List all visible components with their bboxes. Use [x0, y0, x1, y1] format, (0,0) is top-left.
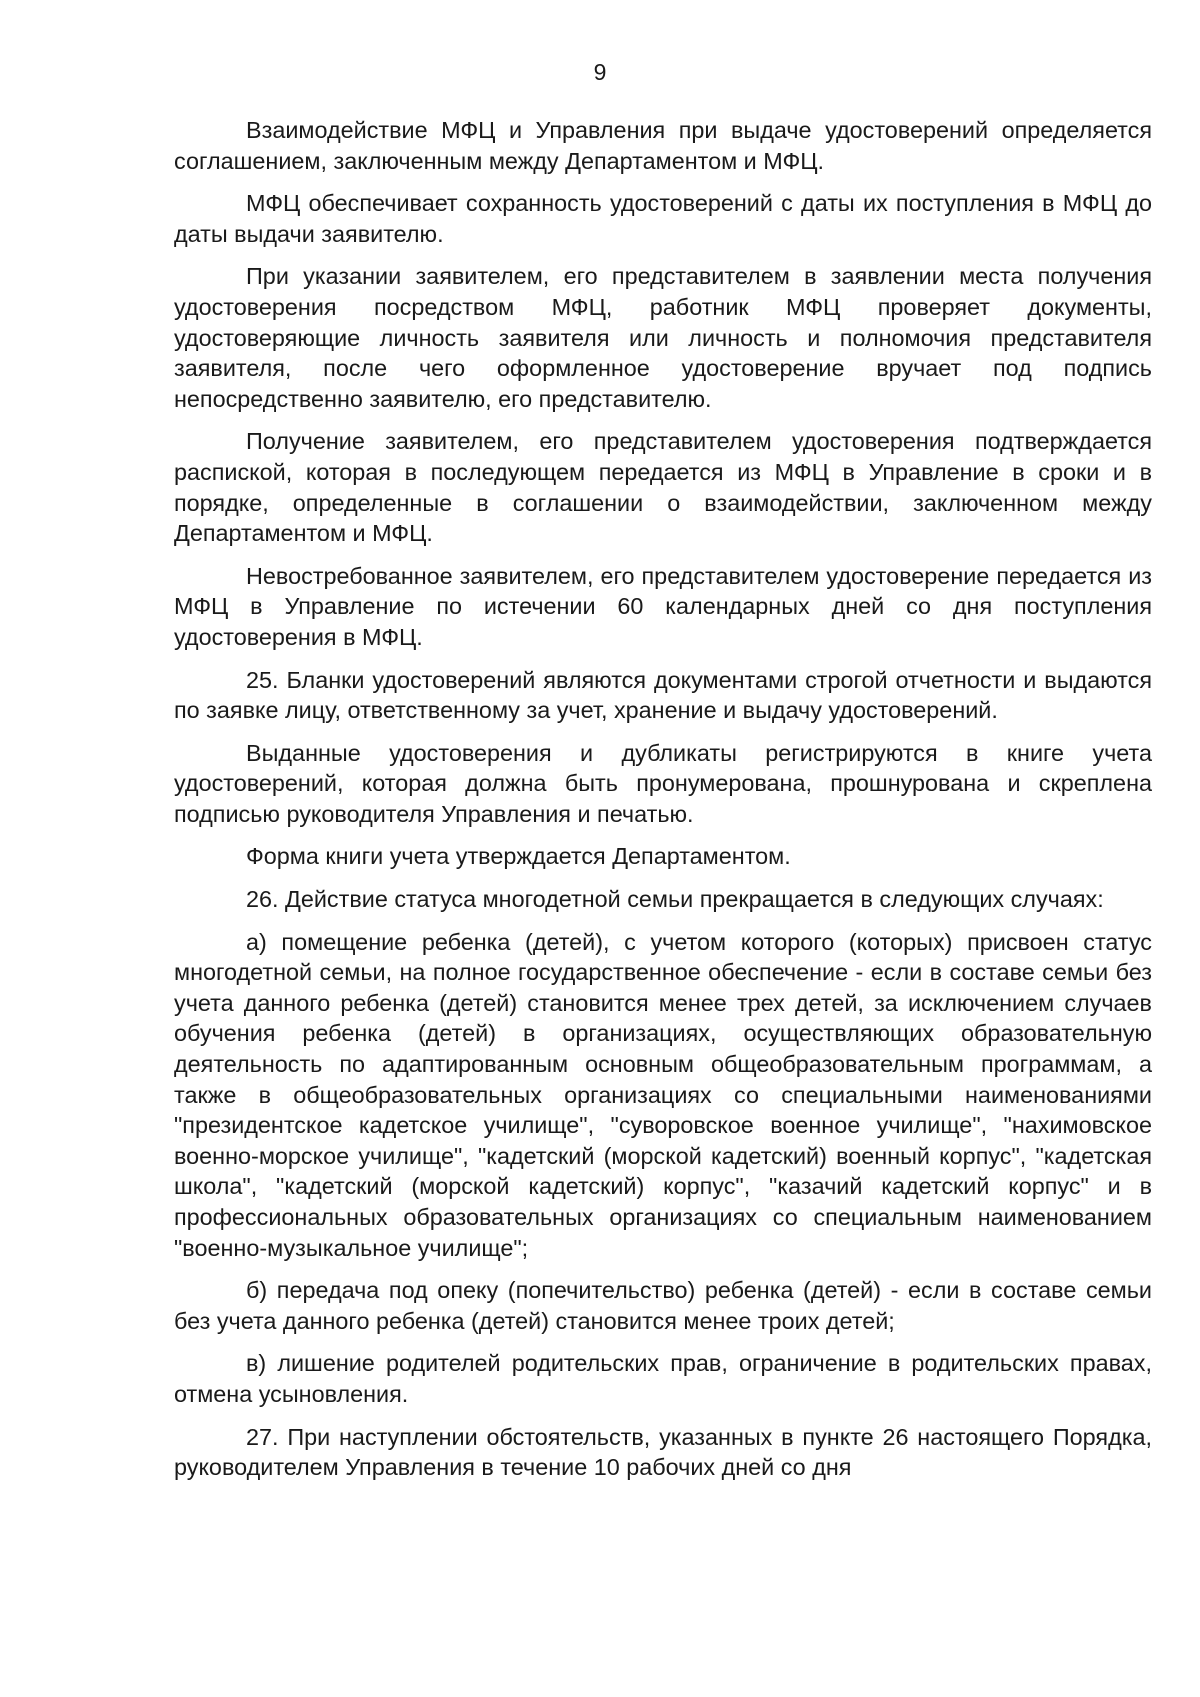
paragraph-mfc-interaction: Взаимодействие МФЦ и Управления при выдаче удостоверений определяется соглашением, заключенным между Департаментом и МФЦ. — [174, 117, 1152, 174]
paragraph-book-form: Форма книги учета утверждается Департаментом. — [246, 843, 791, 870]
paragraph-mfc-storage: МФЦ обеспечивает сохранность удостоверений с даты их поступления в МФЦ до даты выдачи заявителю. — [174, 190, 1152, 247]
document-body — [174, 115, 1152, 1495]
paragraph-mfc-issuance: При указании заявителем, его представителем в заявлении места получения удостоверения посредством МФЦ, работник МФЦ проверяет документы, удостоверяющие личность заявителя или личность и полномочия представителя заявителя, после чего оформленное удостоверение вручает под подпись непосредственно заявителю, его представителю. — [174, 263, 1152, 412]
paragraph-item-26-v: в) лишение родителей родительских прав, ограничение в родительских правах, отмена усыновления. — [174, 1350, 1152, 1407]
paragraph-item-25: 25. Бланки удостоверений являются документами строгой отчетности и выдаются по заявке лицу, ответственному за учет, хранение и выдачу удостоверений. — [174, 666, 1152, 724]
page-number: 9 — [593, 59, 607, 85]
paragraph-item-26: 26. Действие статуса многодетной семьи прекращается в следующих случаях: — [246, 886, 1104, 913]
paragraph-item-26-a: а) помещение ребенка (детей), с учетом которого (которых) присвоен статус многодетной семьи, на полное государственное обеспечение - если в составе семьи без учета данного ребенка (детей) становится менее трех детей, за исключением случаев обучения ребенка (детей) в организациях, осуществляющих образовательную деятельность по адаптированным основным общеобразовательным программам, а также в общеобразовательных организациях со специальными наименованиями "президентское кадетское училище", "суворовское военное училище", "нахимовское военно-морское училище", "кадетский (морской кадетский) военный корпус", "кадетская школа", "кадетский (морской кадетский) корпус", "казачий кадетский корпус" и в профессиональных образовательных организациях со специальным наименованием "военно-музыкальное училище"; — [174, 928, 1152, 1261]
paragraph-item-26-b: б) передача под опеку (попечительство) ребенка (детей) - если в составе семьи без учета данного ребенка (детей) становится менее троих детей; — [174, 1277, 1152, 1334]
paragraph-unclaimed-certificate: Невостребованное заявителем, его представителем удостоверение передается из МФЦ в Управление по истечении 60 календарных дней со дня поступления удостоверения в МФЦ. — [174, 562, 1152, 650]
paragraph-registration-book: Выданные удостоверения и дубликаты регистрируются в книге учета удостоверений, которая должна быть пронумерована, прошнурована и скреплена подписью руководителя Управления и печатью. — [174, 739, 1152, 827]
paragraph-receipt-confirmation: Получение заявителем, его представителем удостоверения подтверждается распиской, которая в последующем передается из МФЦ в Управление в сроки и в порядке, определенные в соглашении о взаимодействии, заключенном между Департаментом и МФЦ. — [174, 428, 1152, 547]
paragraph-item-27: 27. При наступлении обстоятельств, указанных в пункте 26 настоящего Порядка, руководителем Управления в течение 10 рабочих дней со дня — [174, 1423, 1152, 1481]
